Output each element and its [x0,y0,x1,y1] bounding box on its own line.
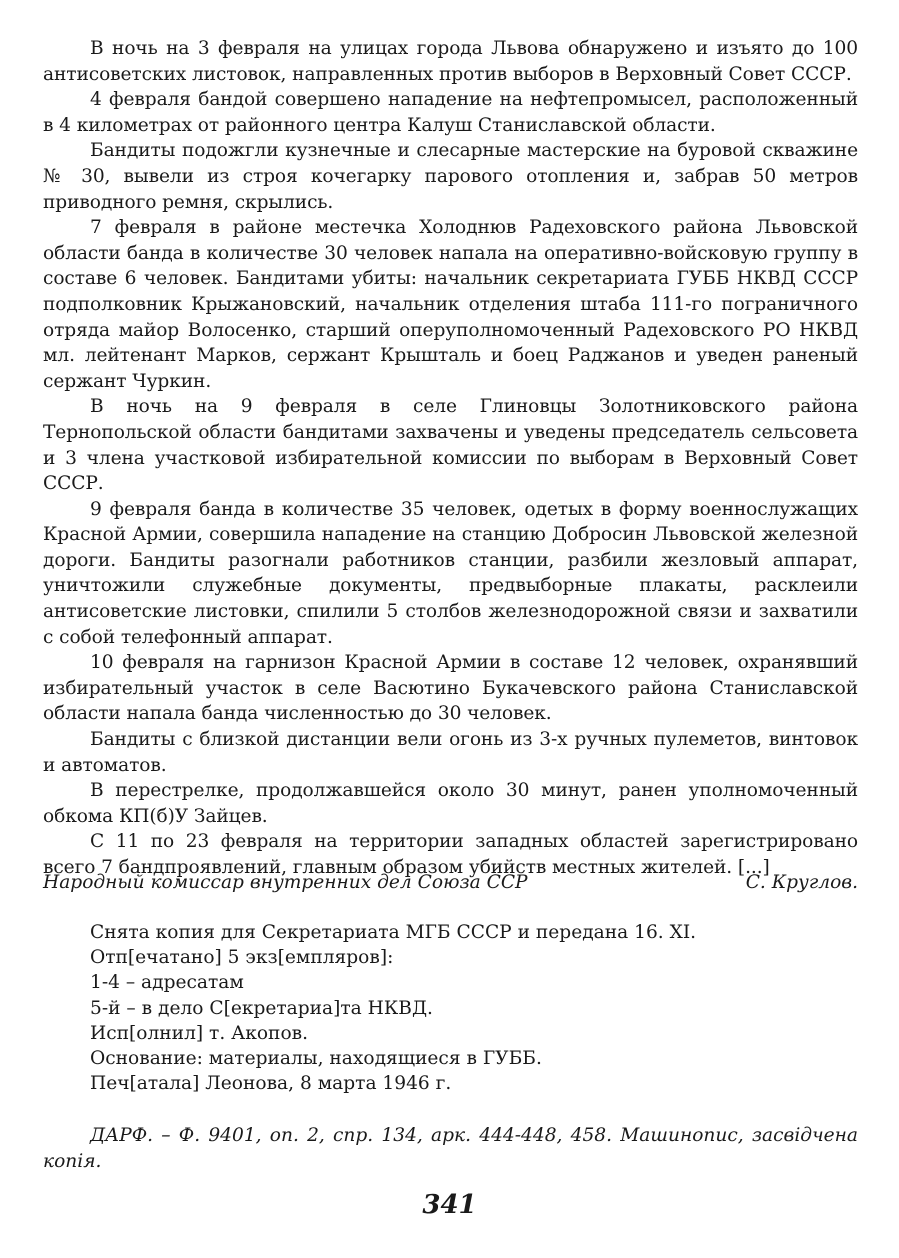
signatory-position: Народный комиссар внутренних дел Союза ССР [43,872,528,893]
note-line: Печ[атала] Леонова, 8 марта 1946 г. [90,1073,452,1095]
paragraph: Бандиты подожгли кузнечные и слесарные мастерские на буровой скважине № 30, вывели из строя кочегарку парового отопления и, забрав 50 метров приводного ремня, скрылись. [43,140,858,213]
paragraph: В ночь на 3 февраля на улицах города Львова обнаружено и изъято до 100 антисоветских листовок, направленных против выборов в Верховный Совет СССР. [43,38,858,85]
signature-block [43,870,858,896]
paragraph: 9 февраля банда в количестве 35 человек, одетых в форму военнослужащих Красной Армии, совершила нападение на станцию Добросин Львовской железной дороги. Бандиты разогнали работников станции, разбили жезловый аппарат, уничтожили служебные документы, предвыборные плакаты, расклеили антисоветские листовки, спилили 5 столбов железнодорожной связи и захватили с собой телефонный аппарат. [43,498,858,648]
copy-notes [90,920,810,1096]
page-number: 341 [422,1190,477,1220]
paragraph: 4 февраля бандой совершено нападение на нефтепромысел, расположенный в 4 километрах от районного центра Калуш Станиславской области. [43,89,858,136]
note-line: Исп[олнил] т. Акопов. [90,1022,309,1044]
document-body [43,36,858,881]
note-line: Отп[ечатано] 5 экз[емпляров]: [90,947,394,969]
note-line: Основание: материалы, находящиеся в ГУББ. [90,1048,542,1070]
archival-source: ДАРФ. – Ф. 9401, оп. 2, спр. 134, арк. 444-448, 458. Машинопис, засвідчена копія. [43,1125,858,1172]
note-line: 1-4 – адресатам [90,972,244,994]
paragraph: 10 февраля на гарнизон Красной Армии в составе 12 человек, охранявший избирательный участок в селе Васютино Букачевского района Станиславской области напала банда численностью до 30 человек. [43,652,858,725]
paragraph: Бандиты с близкой дистанции вели огонь из 3-х ручных пулеметов, винтовок и автоматов. [43,729,858,776]
signatory-name: С. Круглов. [745,872,858,893]
document-page [43,36,858,881]
paragraph: С 11 по 23 февраля на территории западных областей зарегистрировано всего 7 бандпроявлений, главным образом убийств местных жителей. [...] [43,831,858,878]
paragraph: В перестрелке, продолжавшейся около 30 минут, ранен уполномоченный обкома КП(б)У Зайцев. [43,780,858,827]
paragraph: 7 февраля в районе местечка Холоднюв Радеховского района Львовской области банда в количестве 30 человек напала на оперативно-войсковую группу в составе 6 человек. Бандитами убиты: начальник секретариата ГУББ НКВД СССР подполковник Крыжановский, начальник отделения штаба 111-го пограничного отряда майор Волосенко, старший оперуполномоченный Радеховского РО НКВД мл. лейтенант Марков, сержант Крышталь и боец Раджанов и уведен раненый сержант Чуркин. [43,217,858,392]
note-line: 5-й – в дело С[екретариа]та НКВД. [90,997,433,1019]
paragraph: В ночь на 9 февраля в селе Глиновцы Золотниковского района Тернопольской области бандитами захвачены и уведены председатель сельсовета и 3 члена участковой избирательной комиссии по выборам в Верховный Совет СССР. [43,396,858,495]
note-line: Снята копия для Секретариата МГБ СССР и передана 16. XI. [90,922,697,943]
